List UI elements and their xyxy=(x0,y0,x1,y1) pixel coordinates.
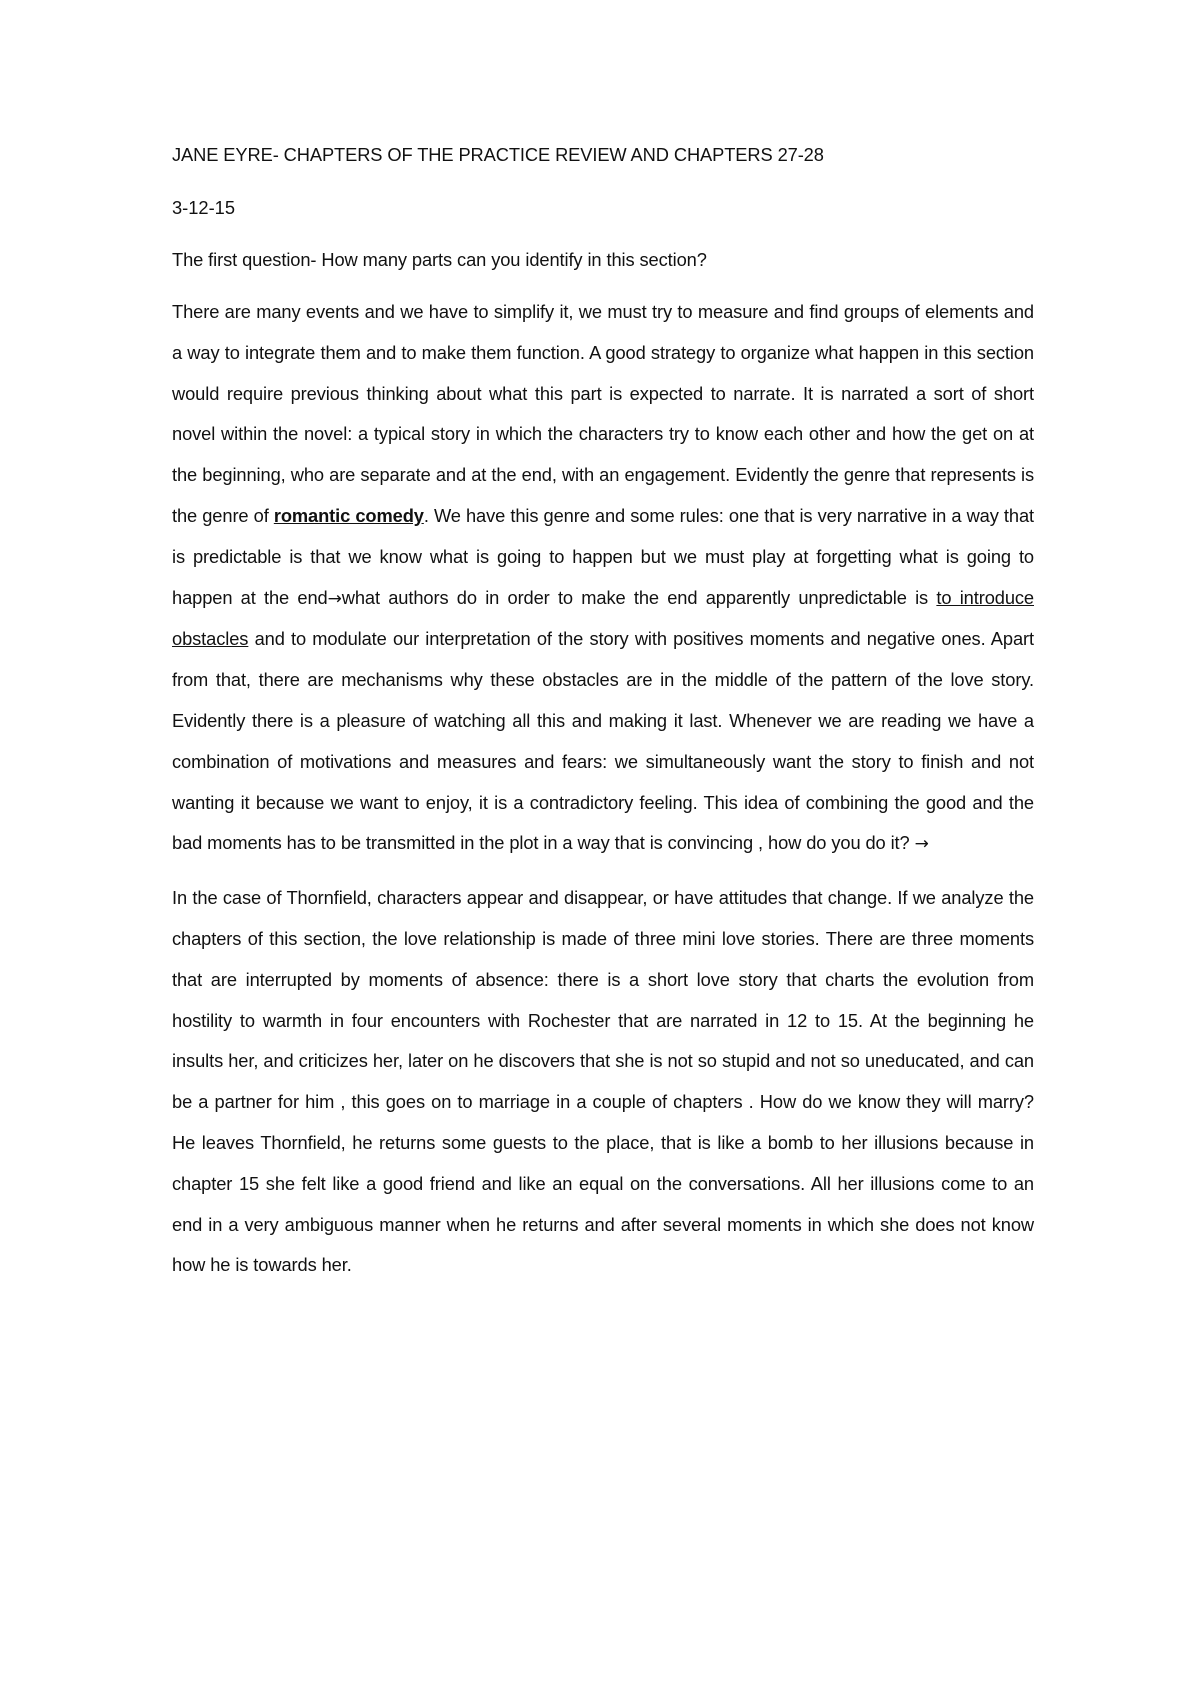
term-introduce-obstacles: to introduce obstacles xyxy=(172,586,1034,650)
paragraph-1-text-c: what authors do in order to make the end apparently unpredictable is xyxy=(341,586,937,608)
question-heading: The first question- How many parts can you identify in this section? xyxy=(172,249,707,270)
paragraph-1-text-a: There are many events and we have to simplify it, we must try to measure and find groups of elements and a way to integrate them and to make them function. A good strategy to organize what happen in this section would require previous thinking about what this part is expected to narrate. It is narrated a sort of short novel within the novel: a typical story in which the characters try to know each other and how the get on at the beginning, who are separate and at the end, with an engagement. Evidently the genre that represents is the genre of xyxy=(172,301,1034,526)
paragraph-1 xyxy=(172,292,1034,865)
paragraph-1-text-b: . We have this genre and some rules: one that is very narrative in a way that is predictable is that we know what is going to happen but we must play at forgetting what is going to happen at the end xyxy=(172,504,1035,608)
right-arrow-icon: → xyxy=(327,588,342,609)
document-date: 3-12-15 xyxy=(172,197,236,218)
paragraph-2: In the case of Thornfield, characters appear and disappear, or have attitudes that change. If we analyze the chapters of this section, the love relationship is made of three mini love stories. There are three moments that are interrupted by moments of absence: there is a short love story that charts the evolution from hostility to warmth in four encounters with Rochester that are narrated in 12 to 15. At the beginning he insults her, and criticizes her, later on he discovers that she is not so stupid and not so uneducated, and can be a partner for him , this goes on to marriage in a couple of chapters . How do we know they will marry? He leaves Thornfield, he returns some guests to the place, that is like a bomb to her illusions because in chapter 15 she felt like a good friend and like an equal on the conversations. All her illusions come to an end in a very ambiguous manner when he returns and after several moments in which she does not know how he is towards her. xyxy=(172,887,1034,1276)
paragraph-1-text-d: and to modulate our interpretation of the story with positives moments and negative ones. Apart from that, there are mechanisms why these obstacles are in the middle of the pattern of the love story. Evidently there is a pleasure of watching all this and making it last. Whenever we are reading we have a combination of motivations and measures and fears: we simultaneously want the story to finish and not wanting it because we want to enjoy, it is a contradictory feeling. This idea of combining the good and the bad moments has to be transmitted in the plot in a way that is convincing , how do you do it? xyxy=(172,628,1034,854)
document-body xyxy=(172,143,1034,1286)
term-romantic-comedy: romantic comedy xyxy=(273,504,424,526)
right-arrow-icon: → xyxy=(914,834,929,855)
document-title: JANE EYRE- CHAPTERS OF THE PRACTICE REVIEW AND CHAPTERS 27-28 xyxy=(172,144,824,165)
